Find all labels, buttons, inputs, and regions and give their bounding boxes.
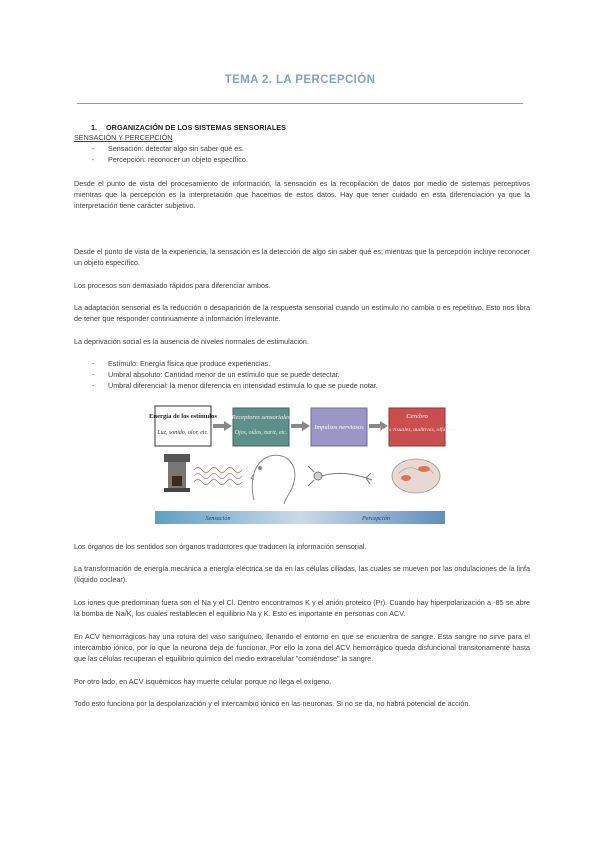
stimulus-waves-icon	[194, 468, 242, 485]
section-number: 1.	[91, 123, 98, 132]
paragraph: Todo esto funciona por la despolarización y el intercambio iónico en las neuronas. Si no se da, no habrá potencial de acción.	[74, 699, 471, 708]
box3-title: Impulsos nerviosos	[314, 424, 364, 431]
threshold-list	[92, 358, 378, 392]
list-item: - Estímulo: Energía física que produce experiencias.	[92, 358, 378, 369]
nerve-impulses-box	[311, 408, 367, 446]
page-title: TEMA 2. LA PERCEPCIÓN	[224, 74, 376, 86]
brain-icon	[392, 459, 440, 493]
list-item: - Umbral absoluto: Cantidad menor de un estímulo que se puede detectar.	[92, 369, 378, 380]
stimulus-energy-box	[149, 406, 217, 446]
box4-subtitle: Áreas visuales, auditivas, olfativas	[378, 427, 456, 433]
brain-box	[377, 408, 456, 446]
arrow-icon	[213, 421, 232, 431]
paragraph: Los iones que predominan fuera son el Na y el Cl. Dentro encontramos K y el anión proteico (Pr). Cuando hay hiperpolarización a -85 se abre la bomba de Na/K, los cuales restablecen el equilibrio Na y K. Esto es importante en personas con ACV.	[74, 598, 530, 619]
paragraph: Por otro lado, en ACV isquémicos hay muerte celular porque no llega el oxígeno.	[74, 677, 332, 686]
definition-list	[92, 143, 248, 165]
subheading: SENSACIÓN Y PERCEPCIÓN	[74, 133, 173, 142]
paragraph: Los órganos de los sentidos son órganos traductores que traducen la información sensorial.	[74, 542, 367, 551]
neuron-icon	[308, 466, 372, 486]
list-item: - Umbral diferencial: la menor diferencia en intensidad estimula lo que se puede notar.	[92, 380, 378, 391]
paragraph: La adaptación sensorial es la reducción o desaparición de la respuesta sensorial cuando un estímulo no cambia o es repetitivo. Esto nos libra de tener que responder continuamente a información irrelevante.	[74, 303, 530, 324]
sensation-perception-bar	[155, 511, 445, 524]
human-head-icon	[251, 455, 295, 504]
bar-left-label: Sensación	[205, 515, 231, 522]
list-item: - Sensación: detectar algo sin saber qué es.	[92, 143, 248, 154]
box1-title: Energía de los estímulos	[149, 413, 217, 420]
section-heading	[91, 123, 286, 132]
box1-subtitle: Luz, sonido, olor, etc.	[157, 430, 209, 436]
arrow-icon	[291, 421, 310, 431]
box2-subtitle: Ojos, oídos, nariz, etc.	[234, 430, 288, 436]
coffee-machine-icon	[164, 454, 190, 492]
section-heading-text: ORGANIZACIÓN DE LOS SISTEMAS SENSORIALES	[106, 123, 287, 132]
paragraph: La transformación de energía mecánica a energía eléctrica se da en las células ciliadas, las cuales se mueven por las ondulaciones de la linfa (líquido coclear).	[74, 564, 530, 585]
title-divider	[77, 103, 523, 104]
paragraph: Desde el punto de vista de la experiencia, la sensación es la detección de algo sin saber qué es; mientras que la percepción incluye reconocer un objeto específico.	[74, 247, 530, 268]
list-item: - Percepción: reconocer un objeto específico.	[92, 154, 248, 165]
paragraph: Desde el punto de vista del procesamiento de información, la sensación es la recopilación de datos por medio de sistemas perceptivos mientras que la percepción es la interpretación que hacemos de estos datos. Hay que tener cuidado en esta diferenciación ya que la interpretación tiene carácter subjetivo.	[74, 179, 530, 211]
box2-title: Receptores sensoriales	[231, 414, 291, 421]
box4-title: Cerebro	[406, 413, 428, 420]
paragraph: Los procesos son demasiado rápidos para diferenciar ambos.	[74, 281, 271, 290]
sensory-receptors-box	[231, 408, 291, 446]
sensation-perception-diagram	[149, 404, 456, 526]
paragraph: La deprivación social es la ausencia de niveles normales de estimulación.	[74, 337, 309, 346]
bar-right-label: Percepción	[362, 515, 390, 522]
paragraph: En ACV hemorrágicos hay una rotura del vaso sanguíneo, llenando el entorno en que se encuentra de sangre. Esta sangre no sirve para el intercambio iónico, por lo que la neurona deja de funcionar. Por ello la zona del ACV hemorrágico queda disfuncional transitoriamente hasta que las células recuperan el equilibrio químico del medio extracelular "comiéndose" la sangre.	[74, 632, 530, 664]
